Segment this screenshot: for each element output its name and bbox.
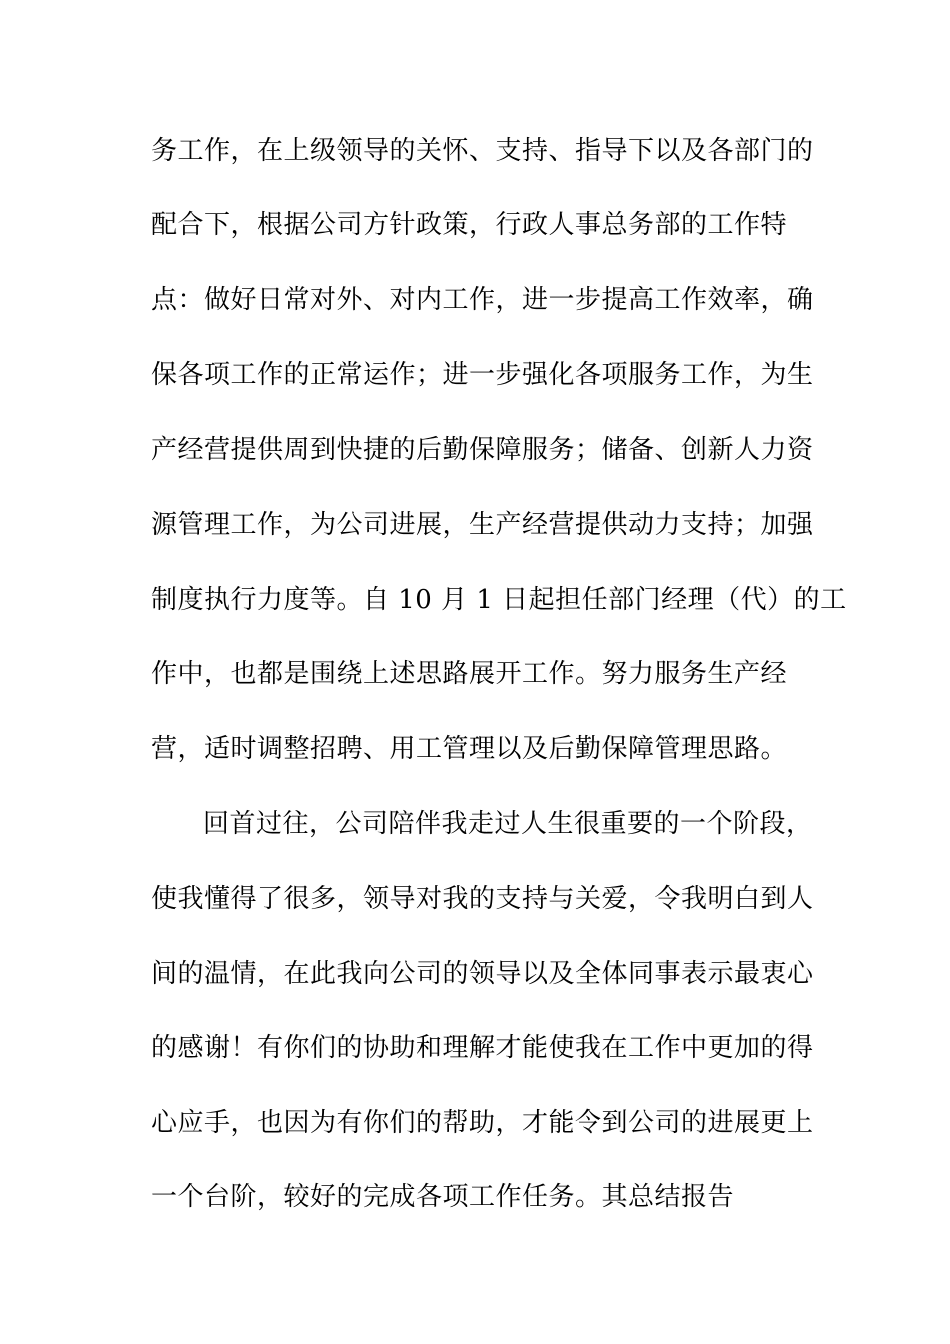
text-line: 配合下，根据公司方针政策，行政人事总务部的工作特 — [151, 210, 788, 240]
text-line: 点：做好日常对外、对内工作，进一步提高工作效率，确 — [151, 285, 814, 315]
text-line: 源管理工作，为公司进展，生产经营提供动力支持；加强 — [151, 510, 814, 540]
text-line: 产经营提供周到快捷的后勤保障服务；储备、创新人力资 — [151, 435, 814, 465]
text-line: 一个台阶，较好的完成各项工作任务。其总结报告 — [151, 1182, 735, 1212]
text-line: 使我懂得了很多，领导对我的支持与关爱，令我明白到人 — [151, 884, 814, 914]
text-line: 间的温情，在此我向公司的领导以及全体同事表示最衷心 — [151, 959, 814, 989]
text-line: 作中，也都是围绕上述思路展开工作。努力服务生产经 — [151, 659, 788, 689]
text-line: 务工作，在上级领导的关怀、支持、指导下以及各部门的 — [151, 136, 814, 166]
text-line: 制度执行力度等。自 10 月 1 日起担任部门经理（代）的工 — [151, 585, 847, 615]
text-line: 的感谢！有你们的协助和理解才能使我在工作中更加的得 — [151, 1033, 814, 1063]
paragraph-first-line: 回首过往，公司陪伴我走过人生很重要的一个阶段， — [203, 809, 813, 839]
text-line: 营，适时调整招聘、用工管理以及后勤保障管理思路。 — [151, 734, 788, 764]
text-line: 保各项工作的正常运作；进一步强化各项服务工作，为生 — [151, 360, 814, 390]
text-line: 心应手，也因为有你们的帮助，才能令到公司的进展更上 — [151, 1108, 814, 1138]
